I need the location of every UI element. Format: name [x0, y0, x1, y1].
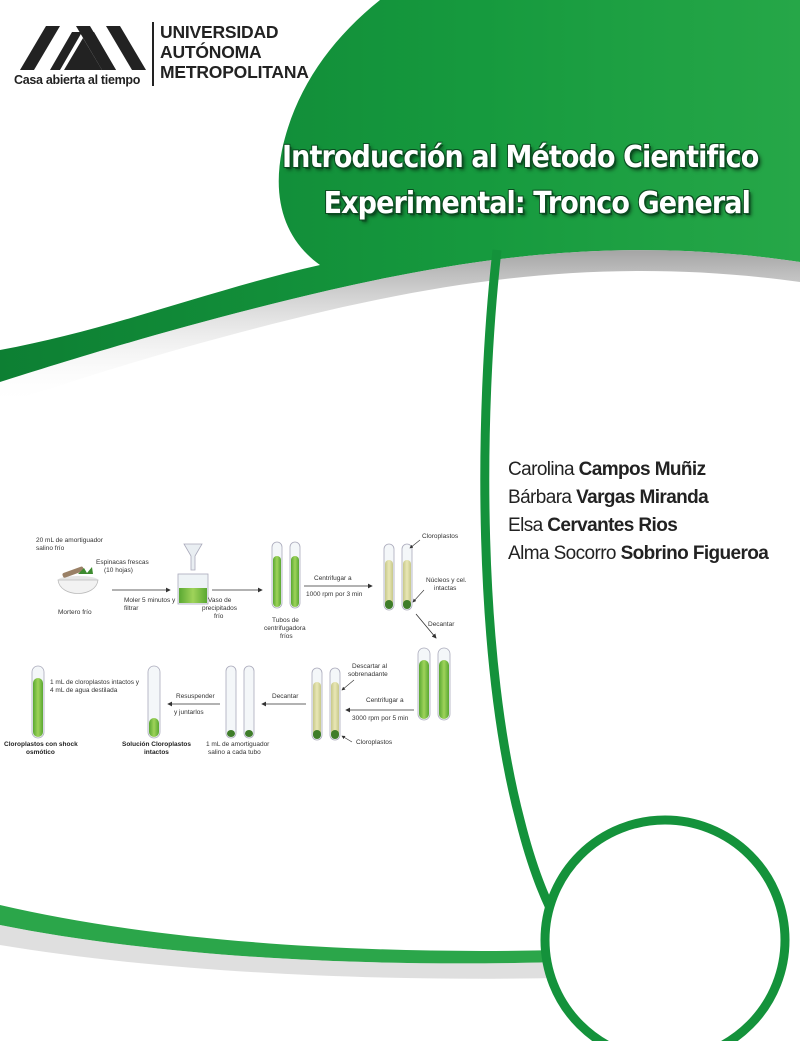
beaker-icon	[178, 544, 208, 604]
author	[508, 540, 798, 568]
tubes-label: Tubos de	[272, 617, 299, 624]
book-title	[282, 135, 759, 227]
mortar-label: Mortero frío	[58, 609, 92, 616]
chloroplast-procedure-diagram	[0, 530, 470, 770]
author-family-name: Sobrino Figueroa	[620, 543, 769, 564]
beaker-label: Vaso de	[208, 597, 232, 604]
corner-circle	[545, 820, 785, 1041]
discard-label: Descartar al	[352, 663, 388, 670]
supernatant-tubes-icon	[418, 648, 450, 720]
university-name-line: METROPOLITANA	[160, 62, 309, 82]
buffer-each-label: salino a cada tubo	[208, 749, 261, 756]
spinach-label: (10 hojas)	[104, 567, 133, 574]
book-title-line: Experimental: Tronco General	[323, 186, 750, 221]
buffer-label: 20 mL de amortiguador	[36, 537, 103, 544]
centrifuge-tubes-icon	[272, 542, 300, 608]
author-given-name: Alma Socorro	[508, 543, 616, 564]
logo-divider	[152, 22, 154, 86]
separated-tubes-icon	[384, 544, 412, 610]
resuspend-label: Resuspender	[176, 693, 215, 700]
uam-logo-mark	[20, 20, 146, 72]
empty-tubes-icon	[226, 666, 254, 738]
tubes-label: centrifugadora	[264, 625, 306, 632]
university-name	[160, 22, 309, 82]
chloroplasts-label: Cloroplastos	[422, 533, 459, 540]
solution-label: Solución Cloroplastos	[122, 741, 191, 748]
tubes-label: fríos	[280, 633, 293, 640]
grind-label: Moler 5 minutos y	[124, 597, 176, 604]
author-family-name: Cervantes Rios	[547, 515, 678, 536]
book-title-line: Introducción al Método Cientifico	[282, 140, 759, 175]
mortar-icon	[58, 566, 98, 593]
author-given-name: Bárbara	[508, 487, 572, 508]
author-family-name: Vargas Miranda	[576, 487, 709, 508]
author	[508, 484, 798, 512]
author-given-name: Carolina	[508, 459, 574, 480]
centrifuge-step-label: 3000 rpm por 5 min	[352, 715, 409, 722]
nuclei-label: Núcleos y cel.	[426, 577, 467, 584]
discard-label: sobrenadante	[348, 671, 388, 678]
solution-tube-icon	[148, 666, 160, 738]
author	[508, 512, 798, 540]
decant-label: Decantar	[428, 621, 455, 628]
resuspend-label: y juntarlos	[174, 709, 204, 716]
spinach-label: Espinacas frescas	[96, 559, 149, 566]
author-family-name: Campos Muñiz	[578, 459, 706, 480]
buffer-each-label: 1 mL de amortiguador	[206, 741, 270, 748]
mix-label: 4 mL de agua destilada	[50, 687, 118, 694]
nuclei-label: intactas	[434, 585, 457, 592]
university-name-line: UNIVERSIDAD	[160, 22, 279, 42]
centrifuge-step-label: 1000 rpm por 3 min	[306, 591, 363, 598]
author	[508, 456, 798, 484]
solution-label: intactos	[144, 749, 169, 756]
pellet-tubes-icon	[312, 668, 340, 740]
mix-label: 1 mL de cloroplastos intactos y	[50, 679, 139, 686]
buffer-label: salino frío	[36, 545, 65, 552]
university-name-line: AUTÓNOMA	[160, 42, 262, 62]
logo-tagline: Casa abierta al tiempo	[14, 73, 141, 87]
centrifuge-step-label: Centrifugar a	[366, 697, 404, 704]
author-list	[508, 456, 798, 568]
green-curve-line	[485, 250, 560, 928]
shock-label: osmótico	[26, 749, 55, 756]
beaker-label: precipitados	[202, 605, 238, 612]
author-given-name: Elsa	[508, 515, 543, 536]
centrifuge-step-label: Centrifugar a	[314, 575, 352, 582]
shock-tube-icon	[32, 666, 44, 738]
grind-label: filtrar	[124, 605, 139, 612]
decant-label: Decantar	[272, 693, 299, 700]
shock-label: Cloroplastos con shock	[4, 741, 78, 748]
uam-logo	[14, 20, 309, 90]
beaker-label: frío	[214, 613, 224, 620]
chloroplasts-label: Cloroplastos	[356, 739, 393, 746]
